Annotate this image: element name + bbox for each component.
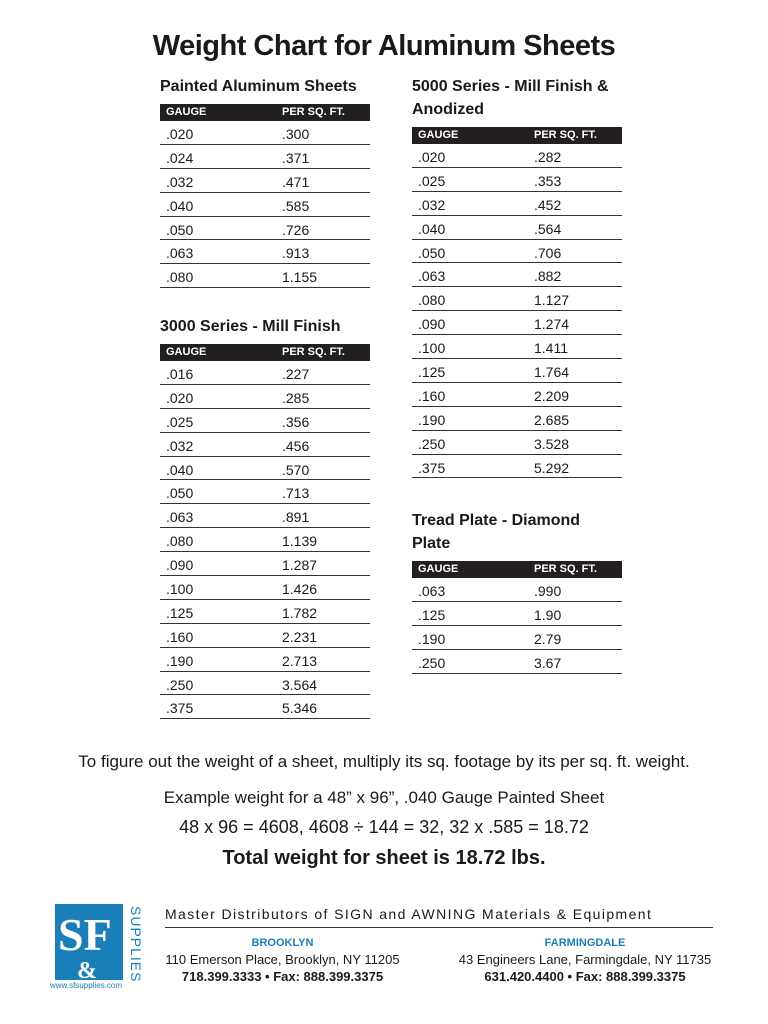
table-row <box>160 169 370 193</box>
gauge-cell: .160 <box>166 628 194 645</box>
gauge-cell: .160 <box>418 387 446 404</box>
tread-plate-table <box>412 509 622 674</box>
gauge-cell: .080 <box>418 292 446 309</box>
location-phone: 718.399.3333 • Fax: 888.399.3375 <box>181 969 384 984</box>
table-row <box>160 624 370 648</box>
series-5000-table <box>412 75 622 478</box>
gauge-cell: .016 <box>166 366 194 382</box>
table-row <box>412 192 622 216</box>
table-row <box>160 576 370 600</box>
weight-cell: .285 <box>282 389 310 406</box>
table-row <box>412 144 622 168</box>
gauge-header: GAUGE <box>166 346 207 358</box>
weight-cell: .300 <box>282 126 310 142</box>
table-row <box>160 385 370 409</box>
weight-cell: .882 <box>534 268 562 285</box>
gauge-cell: .032 <box>166 173 194 190</box>
weight-cell: 2.713 <box>282 652 318 669</box>
weight-cell: .913 <box>282 245 310 262</box>
weight-cell: .585 <box>282 197 310 214</box>
gauge-header: GAUGE <box>166 106 207 118</box>
weight-cell: .371 <box>282 149 310 166</box>
gauge-cell: .090 <box>418 316 446 333</box>
gauge-cell: .190 <box>418 630 446 647</box>
location-phone: 631.420.4400 • Fax: 888.399.3375 <box>484 969 686 984</box>
footer-divider <box>165 927 713 928</box>
gauge-cell: .020 <box>166 389 194 406</box>
gauge-cell: .090 <box>166 557 194 574</box>
weight-cell: .353 <box>534 172 562 189</box>
weight-cell: .891 <box>282 509 310 526</box>
weight-cell: .713 <box>282 485 310 502</box>
table-row <box>412 455 622 479</box>
table-row <box>412 431 622 455</box>
gauge-cell: .032 <box>166 437 194 454</box>
location-city: BROOKLYN <box>251 937 314 949</box>
total-weight-text: Total weight for sheet is 18.72 lbs. <box>222 847 546 869</box>
table-row <box>412 311 622 335</box>
gauge-cell: .020 <box>166 126 194 142</box>
gauge-cell: .040 <box>166 461 194 478</box>
gauge-cell: .063 <box>418 268 446 285</box>
weight-cell: 1.90 <box>534 606 562 623</box>
table-row <box>412 287 622 311</box>
location-address: 43 Engineers Lane, Farmingdale, NY 11735 <box>458 952 712 967</box>
weight-cell: 3.67 <box>534 654 562 671</box>
weight-cell: 1.426 <box>282 581 318 598</box>
weight-cell: 2.209 <box>534 387 570 404</box>
gauge-header: GAUGE <box>418 129 459 141</box>
gauge-cell: .025 <box>418 172 446 189</box>
gauge-cell: .190 <box>166 652 194 669</box>
formula-text: 48 x 96 = 4608, 4608 ÷ 144 = 32, 32 x .585 = 18.72 <box>179 817 589 837</box>
weight-cell: 2.79 <box>534 630 562 647</box>
weight-cell: 3.564 <box>282 676 318 693</box>
weight-cell: 1.764 <box>534 364 570 381</box>
location-brooklyn <box>165 936 400 985</box>
section-heading: 5000 Series - Mill Finish & Anodized <box>412 78 609 118</box>
weight-cell: .282 <box>534 149 562 165</box>
location-address: 110 Emerson Place, Brooklyn, NY 11205 <box>165 952 400 967</box>
gauge-cell: .025 <box>166 413 194 430</box>
gauge-cell: .250 <box>166 676 194 693</box>
series-3000-table <box>160 315 370 719</box>
weight-cell: .471 <box>282 173 310 190</box>
gauge-cell: .100 <box>418 340 446 357</box>
table-row <box>412 335 622 359</box>
weight-cell: .227 <box>282 366 310 382</box>
painted-aluminum-table <box>160 75 370 288</box>
per-sq-ft-header: PER SQ. FT. <box>534 563 597 575</box>
table-row <box>160 457 370 481</box>
gauge-cell: .375 <box>418 459 446 476</box>
table-row <box>160 409 370 433</box>
table-header <box>412 561 622 578</box>
location-farmingdale <box>455 936 715 985</box>
table-row <box>412 407 622 431</box>
gauge-cell: .250 <box>418 654 446 671</box>
example-text: Example weight for a 48” x 96”, .040 Gauge Painted Sheet <box>163 788 605 807</box>
table-row <box>160 600 370 624</box>
location-city: FARMINGDALE <box>544 937 626 949</box>
gauge-cell: .100 <box>166 581 194 598</box>
table-row <box>412 650 622 674</box>
gauge-cell: .375 <box>166 700 194 717</box>
table-row <box>160 361 370 385</box>
gauge-cell: .040 <box>418 220 446 237</box>
section-heading: Tread Plate - Diamond Plate <box>412 512 581 552</box>
gauge-cell: .190 <box>418 411 446 428</box>
gauge-cell: .125 <box>418 364 446 381</box>
weight-cell: 1.274 <box>534 316 570 333</box>
gauge-cell: .063 <box>418 583 446 599</box>
table-row <box>412 578 622 602</box>
table-row <box>160 433 370 457</box>
weight-cell: .570 <box>282 461 310 478</box>
per-sq-ft-header: PER SQ. FT. <box>534 129 597 141</box>
page-title: Weight Chart for Aluminum Sheets <box>152 30 616 62</box>
table-row <box>160 240 370 264</box>
table-row <box>412 168 622 192</box>
weight-cell: 1.139 <box>282 533 318 550</box>
table-row <box>160 480 370 504</box>
gauge-cell: .080 <box>166 533 194 550</box>
table-header <box>160 344 370 361</box>
gauge-cell: .050 <box>166 485 194 502</box>
weight-cell: .726 <box>282 221 310 238</box>
table-row <box>160 121 370 145</box>
table-row <box>160 145 370 169</box>
table-header <box>412 127 622 144</box>
tagline: Master Distributors of SIGN and AWNING Materials & Equipment <box>165 906 653 922</box>
weight-cell: .990 <box>534 583 562 599</box>
gauge-cell: .024 <box>166 149 194 166</box>
gauge-cell: .125 <box>166 604 194 621</box>
table-row <box>160 648 370 672</box>
table-row <box>160 193 370 217</box>
weight-cell: 5.346 <box>282 700 318 717</box>
per-sq-ft-header: PER SQ. FT. <box>282 346 345 358</box>
weight-cell: 1.782 <box>282 604 318 621</box>
gauge-cell: .063 <box>166 245 194 262</box>
table-row <box>412 359 622 383</box>
gauge-cell: .080 <box>166 269 194 286</box>
table-row <box>412 626 622 650</box>
weight-cell: 2.685 <box>534 411 570 428</box>
gauge-cell: .050 <box>418 244 446 261</box>
table-row <box>412 263 622 287</box>
table-row <box>412 602 622 626</box>
weight-cell: .564 <box>534 220 562 237</box>
gauge-cell: .125 <box>418 606 446 623</box>
table-header <box>160 104 370 121</box>
weight-cell: 1.127 <box>534 292 570 309</box>
gauge-cell: .050 <box>166 221 194 238</box>
table-row <box>160 672 370 696</box>
section-heading: Painted Aluminum Sheets <box>160 78 357 95</box>
weight-cell: .356 <box>282 413 310 430</box>
table-row <box>412 240 622 264</box>
table-row <box>160 695 370 719</box>
table-row <box>160 552 370 576</box>
section-heading: 3000 Series - Mill Finish <box>160 318 341 335</box>
weight-cell: 5.292 <box>534 459 570 476</box>
table-row <box>160 264 370 288</box>
svg-text:&: & <box>77 958 97 984</box>
gauge-cell: .063 <box>166 509 194 526</box>
gauge-cell: .250 <box>418 435 446 452</box>
table-row <box>412 383 622 407</box>
weight-cell: 3.528 <box>534 435 570 452</box>
weight-cell: 2.231 <box>282 628 318 645</box>
weight-cell: 1.287 <box>282 557 318 574</box>
gauge-header: GAUGE <box>418 563 459 575</box>
table-row <box>412 216 622 240</box>
instruction-text: To figure out the weight of a sheet, multiply its sq. footage by its per sq. ft. weight. <box>78 752 690 771</box>
gauge-cell: .020 <box>418 149 446 165</box>
table-row <box>160 504 370 528</box>
website-link[interactable]: www.sfsupplies.com <box>50 981 123 990</box>
gauge-cell: .040 <box>166 197 194 214</box>
weight-cell: .706 <box>534 244 562 261</box>
table-row <box>160 528 370 552</box>
svg-text:SF: SF <box>58 909 112 960</box>
gauge-cell: .032 <box>418 196 446 213</box>
weight-cell: .452 <box>534 196 562 213</box>
svg-text:SUPPLIES: SUPPLIES <box>128 906 144 983</box>
weight-cell: .456 <box>282 437 310 454</box>
weight-cell: 1.155 <box>282 269 318 286</box>
weight-cell: 1.411 <box>534 340 568 357</box>
table-row <box>160 217 370 241</box>
per-sq-ft-header: PER SQ. FT. <box>282 106 345 118</box>
